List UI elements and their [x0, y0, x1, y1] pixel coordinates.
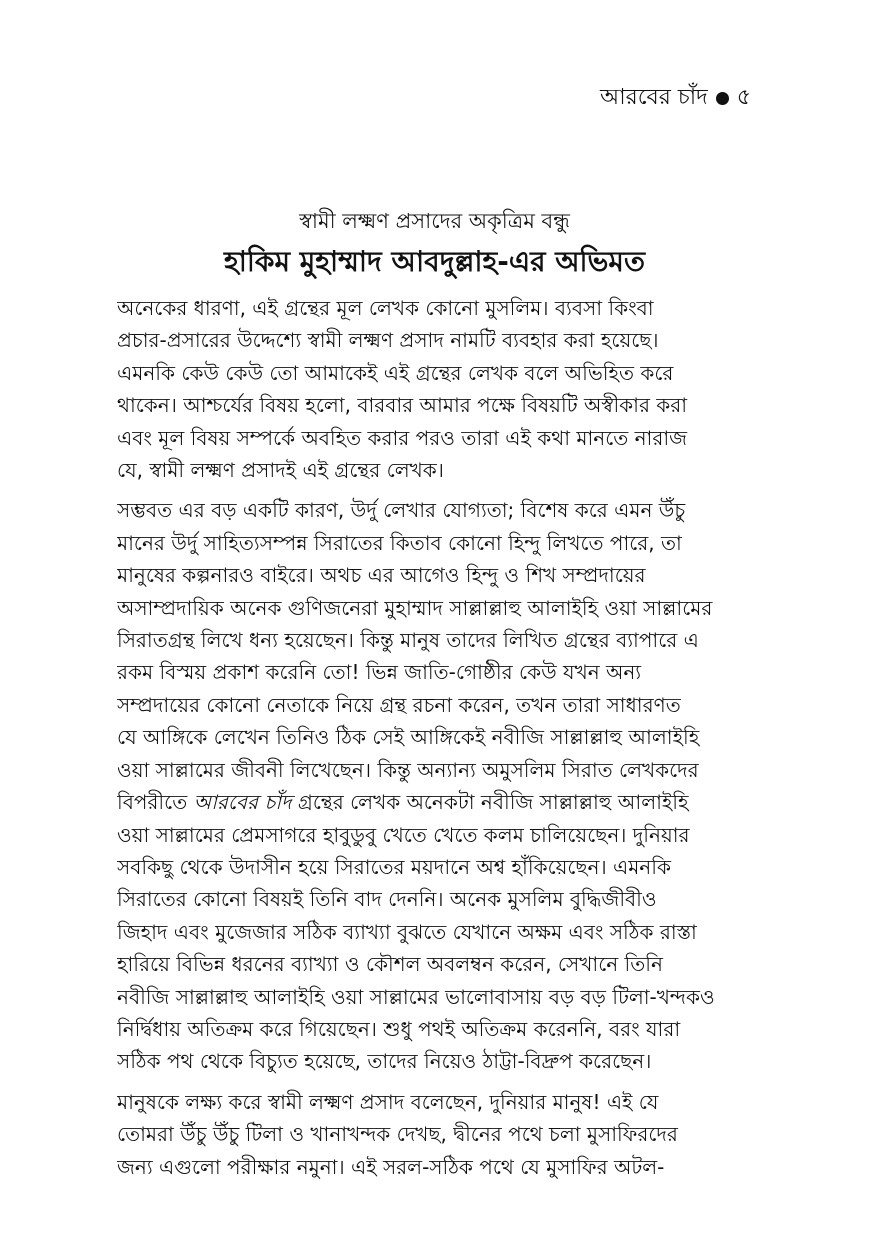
text-line: সম্প্রদায়ের কোনো নেতাকে নিয়ে গ্রন্থ রচনা করেন, তখন তারা সাধারণত [117, 692, 681, 717]
text-line: এমনকি কেউ কেউ তো আমাকেই এই গ্রন্থের লেখক বলে অভিহিত করে [117, 360, 674, 385]
text-line: নবীজি সাল্লাল্লাহু আলাইহি ওয়া সাল্লামের ভালোবাসায় বড় বড় টিলা-খন্দকও [117, 984, 715, 1009]
chapter-title: হাকিম মুহাম্মাদ আবদুল্লাহ-এর অভিমত [224, 245, 645, 278]
text-line: অসাম্প্রদায়িক অনেক গুণিজনেরা মুহাম্মাদ সাল্লাল্লাহু আলাইহি ওয়া সাল্লামের [117, 595, 713, 620]
text-line: হারিয়ে বিভিন্ন ধরনের ব্যাখ্যা ও কৌশল অবলম্বন করেন, সেখানে তিনি [117, 952, 663, 977]
chapter-subtitle: স্বামী লক্ষ্মণ প্রসাদের অকৃত্রিম বন্ধু [299, 209, 570, 233]
text-line [117, 786, 757, 818]
text-line: থাকেন। আশ্চর্যের বিষয় হলো, বারবার আমার পক্ষে বিষয়টি অস্বীকার করা [117, 393, 688, 418]
text-segment: গ্রন্থের লেখক অনেকটা নবীজি সাল্লাল্লাহু আলাইহি [291, 790, 689, 815]
text-line: জন্য এগুলো পরীক্ষার নমুনা। এই সরল-সঠিক পথে যে মুসাফির অটল- [117, 1154, 665, 1179]
bullet-icon [716, 92, 729, 105]
body-text [117, 292, 757, 1191]
running-header [600, 80, 751, 117]
book-title-italic: আরবের চাঁদ [193, 790, 292, 815]
text-line: সবকিছু থেকে উদাসীন হয়ে সিরাতের ময়দানে অশ্ব হাঁকিয়েছেন। এমনকি [117, 854, 671, 879]
text-line: যে, স্বামী লক্ষ্মণ প্রসাদই এই গ্রন্থের লেখক। [117, 458, 444, 483]
text-line: সিরাতগ্রন্থ লিখে ধন্য হয়েছেন। কিন্তু মানুষ তাদের লিখিত গ্রন্থের ব্যাপারে এ [117, 628, 699, 653]
text-line: সম্ভবত এর বড় একটি কারণ, উর্দু লেখার যোগ্যতা; বিশেষ করে এমন উঁচু [117, 498, 686, 523]
text-line: অনেকের ধারণা, এই গ্রন্থের মূল লেখক কোনো মুসলিম। ব্যবসা কিংবা [117, 296, 654, 320]
page-number: ৫ [736, 85, 751, 110]
text-line: জিহাদ এবং মুজেজার সঠিক ব্যাখ্যা বুঝতে যেখানে অক্ষম এবং সঠিক রাস্তা [117, 919, 697, 944]
text-line: মানের উর্দু সাহিত্যসম্পন্ন সিরাতের কিতাব কোনো হিন্দু লিখতে পারে, তা [117, 530, 682, 555]
paragraph [117, 494, 757, 1077]
text-line: ওয়া সাল্লামের জীবনী লিখেছেন। কিন্তু অন্যান্য অমুসলিম সিরাত লেখকদের [117, 757, 699, 782]
paragraph [117, 292, 757, 486]
text-line: যে আঙ্গিকে লেখেন তিনিও ঠিক সেই আঙ্গিকেই নবীজি সাল্লাল্লাহু আলাইহি [117, 725, 700, 750]
text-segment: বিপরীতে [117, 790, 194, 815]
text-line: মানুষের কল্পনারও বাইরে। অথচ এর আগেও হিন্দু ও শিখ সম্প্রদায়ের [117, 563, 646, 588]
text-line: এবং মূল বিষয় সম্পর্কে অবহিত করার পরও তারা এই কথা মানতে নারাজ [117, 425, 688, 450]
text-line: রকম বিস্ময় প্রকাশ করেনি তো! ভিন্ন জাতি-গোষ্ঠীর কেউ যখন অন্য [117, 660, 642, 685]
text-line: সঠিক পথ থেকে বিচ্যুত হয়েছে, তাদের নিয়েও ঠাট্টা-বিদ্রুপ করেছেন। [117, 1049, 652, 1074]
text-line: ওয়া সাল্লামের প্রেমসাগরে হাবুডুবু খেতে খেতে কলম চালিয়েছেন। দুনিয়ার [117, 822, 690, 847]
text-line: সিরাতের কোনো বিষয়ই তিনি বাদ দেননি। অনেক মুসলিম বুদ্ধিজীবীও [117, 887, 657, 912]
running-head-title: আরবের চাঁদ [599, 85, 708, 110]
text-line: তোমরা উঁচু উঁচু টিলা ও খানাখন্দক দেখছ, দ্বীনের পথে চলা মুসাফিরদের [117, 1122, 678, 1147]
text-line: নির্দ্বিধায় অতিক্রম করে গিয়েছেন। শুধু পথই অতিক্রম করেননি, বরং যারা [117, 1016, 681, 1041]
paragraph [117, 1086, 757, 1183]
text-line: মানুষকে লক্ষ্য করে স্বামী লক্ষ্মণ প্রসাদ বলেছেন, দুনিয়ার মানুষ! এই যে [117, 1089, 659, 1114]
text-line: প্রচার-প্রসারের উদ্দেশ্যে স্বামী লক্ষ্মণ প্রসাদ নামটি ব্যবহার করা হয়েছে। [117, 328, 659, 353]
